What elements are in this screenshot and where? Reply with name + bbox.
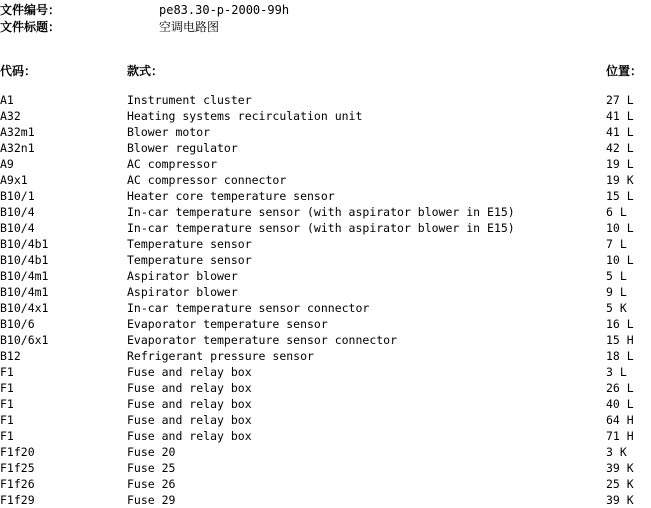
list-item [0, 220, 651, 236]
component-description: Temperature sensor [127, 253, 252, 267]
component-description: Fuse and relay box [127, 413, 252, 427]
column-header-description: 款式： [127, 64, 164, 78]
list-item [0, 140, 651, 156]
component-code: F1 [0, 381, 14, 395]
component-code: B10/4 [0, 221, 35, 235]
list-item [0, 124, 651, 140]
component-code: B10/6x1 [0, 333, 49, 347]
list-item [0, 332, 651, 348]
component-description: Blower motor [127, 125, 211, 139]
component-position: 64 H [606, 413, 634, 427]
component-position: 15 L [606, 189, 634, 203]
list-item [0, 460, 651, 476]
component-code: B10/4b1 [0, 237, 49, 251]
component-code: B10/6 [0, 317, 35, 331]
component-description: Heater core temperature sensor [127, 189, 335, 203]
list-item [0, 412, 651, 428]
component-description: Fuse 25 [127, 461, 176, 475]
component-code: F1 [0, 429, 14, 443]
component-position: 5 K [606, 301, 627, 315]
component-position: 71 H [606, 429, 634, 443]
component-code: A32n1 [0, 141, 35, 155]
list-item [0, 156, 651, 172]
component-description: Instrument cluster [127, 93, 252, 107]
component-code: B10/4m1 [0, 285, 49, 299]
list-item [0, 300, 651, 316]
component-position: 7 L [606, 237, 627, 251]
doc-number-value: pe83.30-p-2000-99h [159, 3, 290, 17]
component-position: 10 L [606, 253, 634, 267]
component-description: Temperature sensor [127, 237, 252, 251]
component-position: 10 L [606, 221, 634, 235]
component-code: B10/4 [0, 205, 35, 219]
component-position: 39 K [606, 461, 634, 475]
component-description: Aspirator blower [127, 285, 238, 299]
list-item [0, 476, 651, 492]
doc-title-value: 空调电路图 [159, 20, 220, 34]
component-position: 3 K [606, 445, 627, 459]
list-item [0, 492, 651, 508]
component-description: Fuse 26 [127, 477, 176, 491]
component-position: 25 K [606, 477, 634, 491]
component-position: 18 L [606, 349, 634, 363]
component-code: F1f26 [0, 477, 35, 491]
component-description: Fuse and relay box [127, 397, 252, 411]
component-description: Fuse 29 [127, 493, 176, 507]
list-item [0, 396, 651, 412]
component-position: 6 L [606, 205, 627, 219]
component-position: 19 L [606, 157, 634, 171]
component-code: B10/1 [0, 189, 35, 203]
component-code: B12 [0, 349, 21, 363]
component-position: 41 L [606, 125, 634, 139]
component-code: F1 [0, 365, 14, 379]
list-item [0, 348, 651, 364]
component-description: In-car temperature sensor (with aspirator blower in E15) [127, 205, 515, 219]
component-position: 5 L [606, 269, 627, 283]
list-item [0, 268, 651, 284]
component-position: 40 L [606, 397, 634, 411]
column-header-position: 位置： [606, 64, 643, 78]
component-code: B10/4m1 [0, 269, 49, 283]
component-code: A9 [0, 157, 14, 171]
component-code: F1f25 [0, 461, 35, 475]
component-code: A32 [0, 109, 21, 123]
list-item [0, 188, 651, 204]
doc-number-label: 文件编号： [0, 3, 61, 17]
component-code: F1 [0, 413, 14, 427]
component-code: F1 [0, 397, 14, 411]
component-code: A32m1 [0, 125, 35, 139]
component-description: In-car temperature sensor connector [127, 301, 370, 315]
component-position: 26 L [606, 381, 634, 395]
list-item [0, 92, 651, 108]
list-item [0, 380, 651, 396]
component-code: F1f20 [0, 445, 35, 459]
component-description: Blower regulator [127, 141, 238, 155]
doc-title-label: 文件标题： [0, 20, 61, 34]
list-item [0, 316, 651, 332]
list-item [0, 236, 651, 252]
component-description: AC compressor [127, 157, 218, 171]
column-header-code: 代码： [0, 64, 37, 78]
component-description: Fuse and relay box [127, 365, 252, 379]
component-description: Fuse and relay box [127, 429, 252, 443]
component-position: 27 L [606, 93, 634, 107]
component-description: Evaporator temperature sensor [127, 317, 328, 331]
component-description: AC compressor connector [127, 173, 287, 187]
component-code: B10/4b1 [0, 253, 49, 267]
component-description: Refrigerant pressure sensor [127, 349, 314, 363]
component-description: Evaporator temperature sensor connector [127, 333, 398, 347]
component-description: Aspirator blower [127, 269, 238, 283]
component-position: 42 L [606, 141, 634, 155]
list-item [0, 252, 651, 268]
component-description: Heating systems recirculation unit [127, 109, 363, 123]
component-position: 9 L [606, 285, 627, 299]
component-code: A9x1 [0, 173, 28, 187]
component-code: A1 [0, 93, 14, 107]
list-item [0, 444, 651, 460]
component-description: In-car temperature sensor (with aspirator blower in E15) [127, 221, 515, 235]
list-item [0, 364, 651, 380]
component-list [0, 92, 651, 508]
component-description: Fuse 20 [127, 445, 176, 459]
list-item [0, 428, 651, 444]
list-item [0, 108, 651, 124]
list-item [0, 284, 651, 300]
component-position: 19 K [606, 173, 634, 187]
component-description: Fuse and relay box [127, 381, 252, 395]
component-code: B10/4x1 [0, 301, 49, 315]
list-item [0, 172, 651, 188]
component-position: 16 L [606, 317, 634, 331]
component-position: 15 H [606, 333, 634, 347]
component-position: 41 L [606, 109, 634, 123]
component-code: F1f29 [0, 493, 35, 507]
component-position: 39 K [606, 493, 634, 507]
component-position: 3 L [606, 365, 627, 379]
list-item [0, 204, 651, 220]
